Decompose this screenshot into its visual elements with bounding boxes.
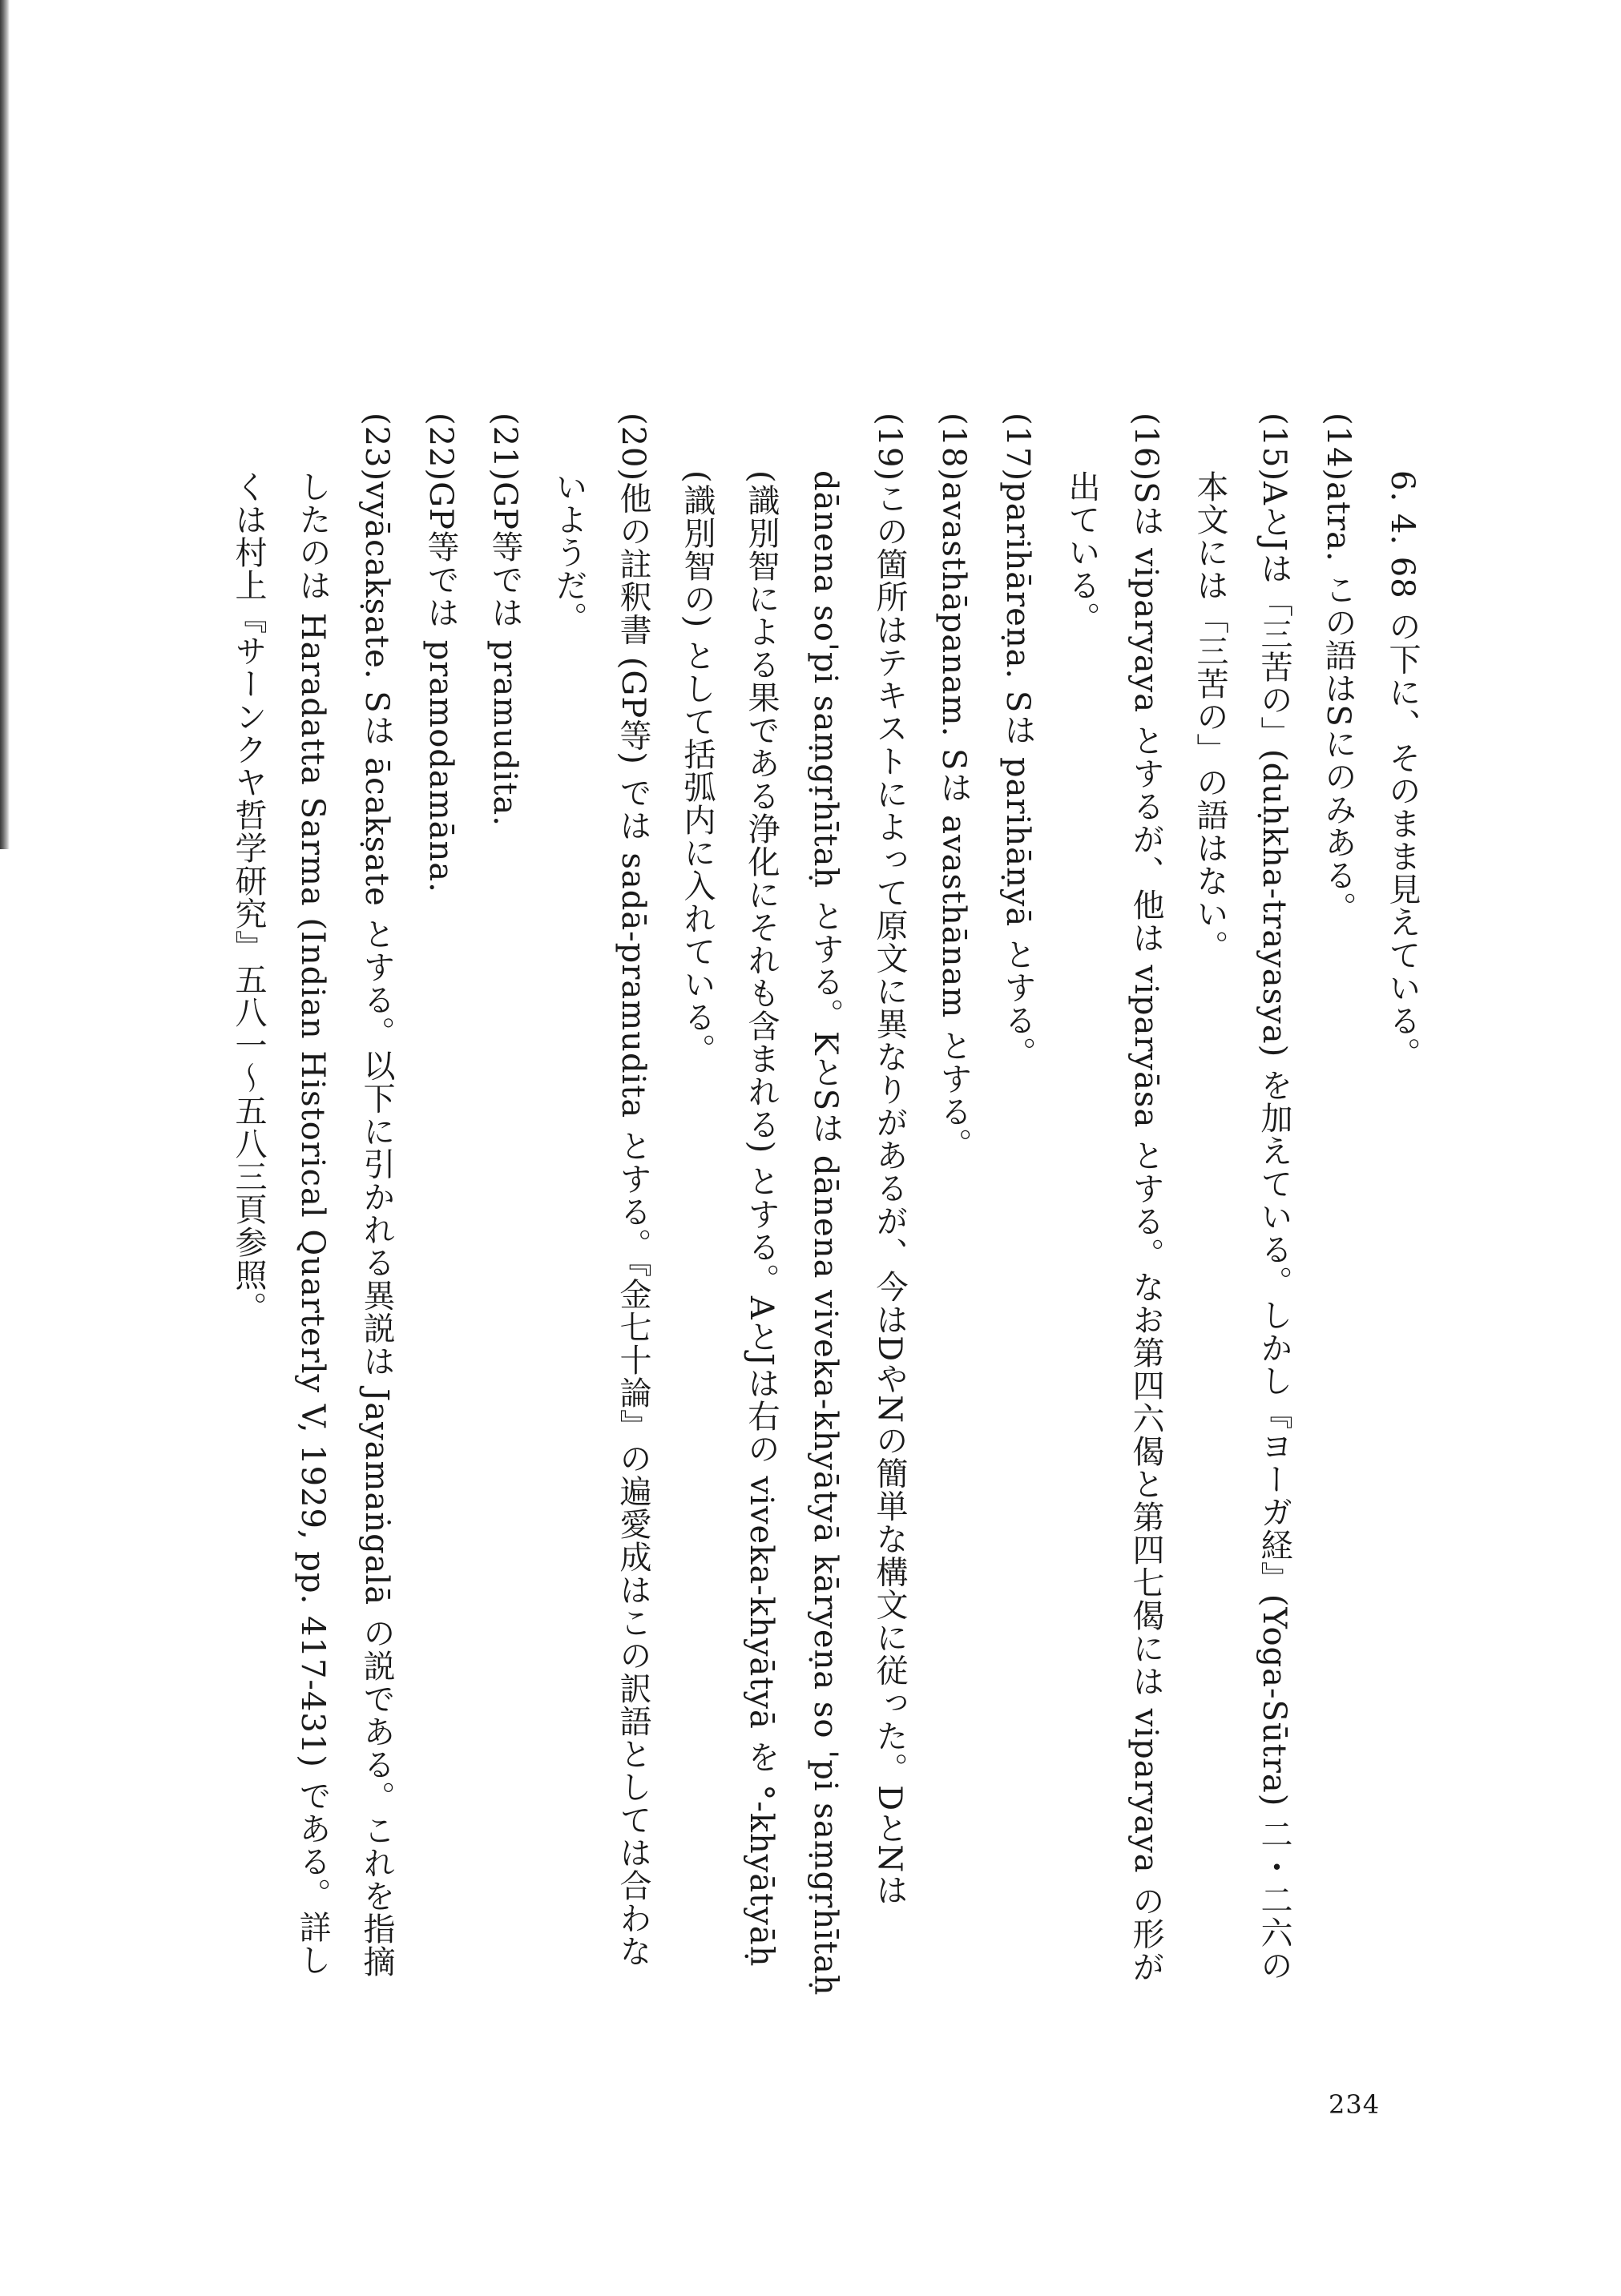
footnote-22 [409, 413, 473, 1999]
footnote-number: (22) [422, 413, 459, 482]
footnote-text: avasthāpanam. Sは avasthānam とする。 [935, 481, 972, 1161]
footnote-continuation [1370, 413, 1434, 1999]
footnote-text: GP等では pramodamāna. [422, 481, 459, 893]
footnote-number: (15) [1256, 413, 1292, 482]
footnote-19 [665, 413, 921, 1999]
footnote-number: (20) [615, 413, 651, 482]
footnote-number: (19) [871, 413, 908, 482]
footnote-20 [537, 413, 665, 1999]
footnote-text: 6. 4. 68 の下に、そのまま見えている。 [1384, 470, 1421, 1070]
footnote-text: GP等では pramudita. [486, 481, 523, 827]
footnote-text-block [230, 413, 1434, 1999]
footnote-text: parihāreṇa. Sは parihāṇyā とする。 [999, 481, 1036, 1069]
footnote-15 [1178, 413, 1306, 1999]
footnote-14 [1306, 413, 1370, 1999]
footnote-number: (14) [1320, 413, 1357, 482]
footnote-text: AとJは「三苦の」(duḥkha-trayasya) を加えている。しかし『ヨーガ経』(Yoga-Sūtra) 二・二六の本文には「三苦の」の語はない。 [1192, 470, 1292, 1983]
footnote-16 [1050, 413, 1178, 1999]
footnote-text: vyācakṣate. Sは ācakṣate とする。以下に引かれる異説は Jayamaṅgalā の説である。これを指摘したのは Haradatta Sarma (Indian Historical Quarterly V, 1929, pp. 417-431) である。詳しくは村上『サーンクヤ哲学研究』五八一～五八三頁参照。 [230, 470, 395, 1978]
footnote-number: (21) [486, 413, 523, 482]
footnote-text: この箇所はテキストによって原文に異なりがあるが、今はDやNの簡単な構文に従った。DとNは dānena so'pi saṃgṛhītaḥ とする。KとSは dānena viveka-khyātyā kāryeṇa so 'pi saṃgṛhītaḥ (識別智による果である浄化にそれも含まれる) とする。AとJは右の viveka-khyātyā を °-khyātyāḥ (識別智の) として括弧内に入れている。 [679, 470, 908, 1996]
page-number: 234 [1329, 2089, 1381, 2120]
scan-binding-edge [0, 0, 10, 849]
footnote-number: (16) [1127, 413, 1164, 482]
footnote-18 [921, 413, 986, 1999]
footnote-number: (17) [999, 413, 1036, 482]
footnote-number: (23) [358, 413, 395, 482]
footnote-21 [473, 413, 537, 1999]
footnote-text: 他の註釈書 (GP等) では sadā-pramudita とする。『金七十論』の遍愛成はこの訳語としては合わないようだ。 [550, 470, 651, 1968]
footnote-text: atra. この語はSにのみある。 [1320, 481, 1357, 924]
footnote-17 [986, 413, 1050, 1999]
footnote-number: (18) [935, 413, 972, 482]
footnote-text: Sは viparyaya とするが、他は viparyāsa とする。なお第四六偈と第四七偈には viparyaya の形が出ている。 [1063, 470, 1164, 1984]
footnote-23 [216, 413, 409, 1999]
